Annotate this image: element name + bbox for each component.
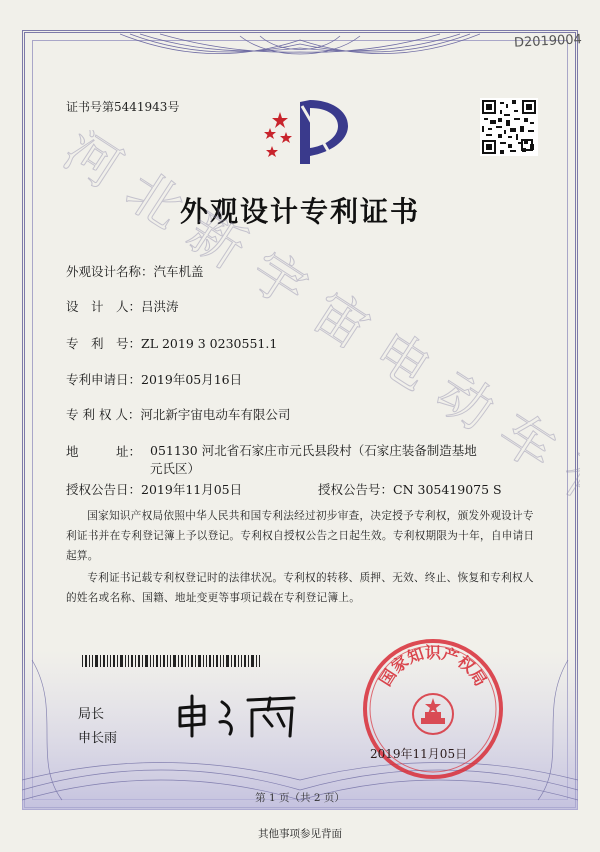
field-label: 授权公告号： [318, 482, 394, 497]
star-icon [264, 128, 276, 139]
star-icon [280, 132, 292, 143]
field-value: 2019年11月05日 [141, 482, 243, 497]
qr-code [480, 98, 538, 156]
field-value: 2019年05月16日 [141, 372, 243, 387]
certificate-number: 证书号第5441943号 [66, 100, 180, 114]
field-label: 外观设计名称： [66, 264, 154, 279]
field-value: 吕洪涛 [141, 299, 179, 314]
document-title: 外观设计专利证书 [179, 195, 420, 228]
star-icon [272, 112, 288, 128]
field-value: 河北新宇宙电动车有限公司 [140, 407, 291, 422]
field-label: 授权公告日： [66, 482, 142, 497]
seal-date: 2019年11月05日 [370, 747, 468, 761]
field-label: 专 利 权 人： [66, 407, 141, 422]
field-value: ZL 2019 3 0230551.1 [141, 336, 278, 351]
star-icon [266, 146, 278, 157]
svg-text:国家知识产权局 [376, 643, 491, 689]
director-name: 申长雨 [78, 731, 118, 746]
field-design-name [66, 262, 204, 280]
top-ornament [120, 30, 480, 66]
field-patent-number [66, 334, 277, 352]
paragraph-grant: 国家知识产权局依照中华人民共和国专利法经过初步审查，决定授予专利权，颁发外观设计专利证书并在专利登记簿上予以登记。专利权自授权公告之日起生效。专利权期限为十年，自申请日起算。 [66, 510, 535, 562]
page-number: 第 1 页（共 2 页） [255, 792, 345, 804]
address-value: 051130 河北省石家庄市元氏县段村（石家庄装备制造基地元氏区） [150, 443, 477, 476]
director-title: 局长 [78, 707, 105, 722]
barcode [82, 655, 260, 667]
cnipa-logo [258, 94, 350, 168]
field-designer [66, 297, 179, 315]
field-grant-number [318, 480, 502, 498]
field-value: 汽车机盖 [153, 264, 204, 279]
field-label: 地 址： [66, 444, 142, 459]
national-emblem-icon [413, 694, 453, 734]
field-label: 专利申请日： [66, 372, 142, 387]
field-value: CN 305419075 S [393, 482, 502, 497]
field-label: 专 利 号： [66, 336, 142, 351]
director-signature [174, 690, 314, 740]
field-label: 设 计 人： [66, 299, 142, 314]
field-patentee [66, 405, 290, 423]
field-address [66, 442, 141, 460]
paragraph-legal-status: 专利证书记载专利权登记时的法律状况。专利权的转移、质押、无效、终止、恢复和专利权人的姓名或名称、国籍、地址变更等事项记载在专利登记簿上。 [66, 572, 534, 604]
footer-note: 其他事项参见背面 [258, 828, 342, 840]
seal-text: 国家知识产权局 [375, 643, 491, 690]
handwritten-note: D2019004 [513, 32, 583, 51]
field-grant-date [66, 480, 242, 498]
field-filing-date [66, 370, 242, 388]
